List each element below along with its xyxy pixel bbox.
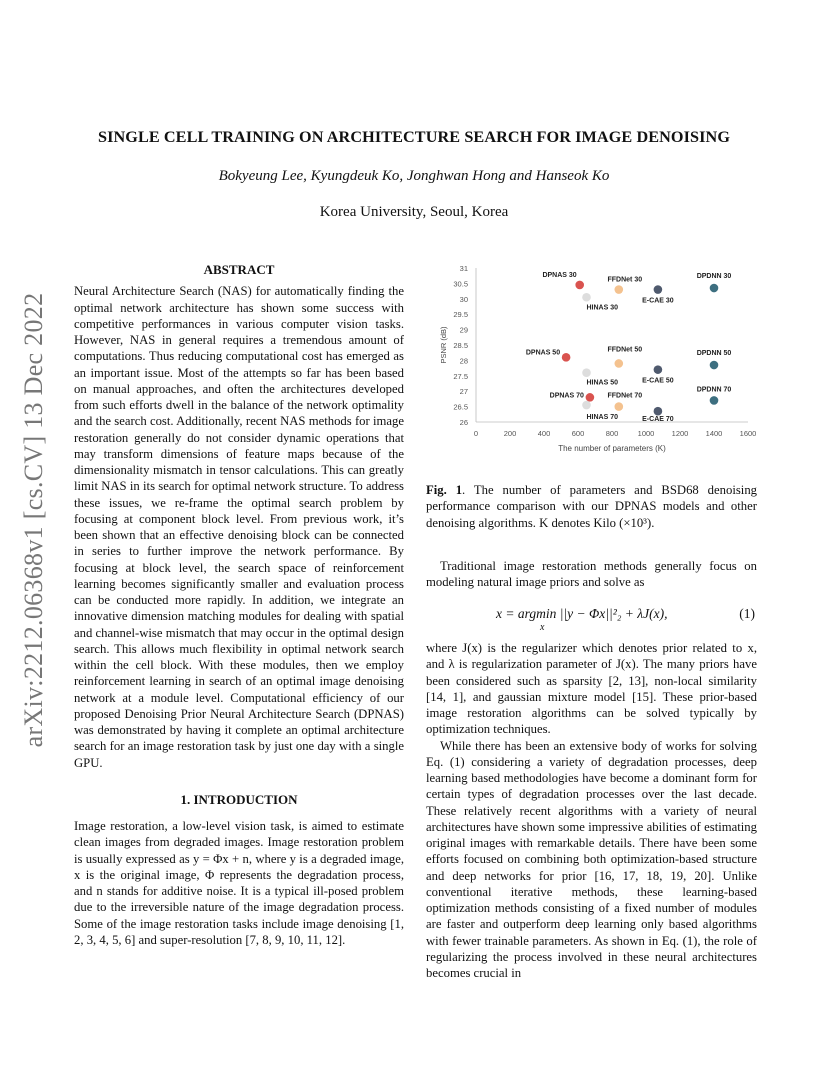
paragraph-3: While there has been an extensive body of works for solving Eq. (1) considering a variety of degradation processes, deep learning based methodologies have become a dominant form for certain types of degradation processes over the last decade. These relatively recent algorithms with a variety of neural architectures have shown some impressive abilities of estimating original images with remarkable details. There have been some efforts focused on combining both optimization-based structure and deep networks for prior [16, 17, 18, 19, 20]. Unlike conventional iterative methods, these learning-based optimization methods consisting of a fixed number of modules are faster and outperform deep learning only based algorithms with fewer trainable parameters. As shown in Eq. (1), the role of regularizing the process involved in these neural architectures becomes crucial in <box>426 738 757 980</box>
data-label: FFDNet 50 <box>607 346 643 354</box>
data-label: E-CAE 70 <box>642 416 674 424</box>
data-label: HINAS 70 <box>586 414 619 422</box>
data-point <box>654 365 663 374</box>
paper-authors: Bokyeung Lee, Kyungdeuk Ko, Jonghwan Hong and Hanseok Ko <box>218 168 610 184</box>
data-label: E-CAE 50 <box>642 377 674 385</box>
data-point <box>654 407 663 416</box>
x-axis-title: The number of parameters (K) <box>558 444 666 453</box>
data-point <box>615 402 624 411</box>
equation-subscript: x <box>540 622 545 633</box>
paper-title: SINGLE CELL TRAINING ON ARCHITECTURE SEARCH FOR IMAGE DENOISING <box>97 128 731 146</box>
right-column-top <box>426 558 757 591</box>
data-label: FFDNet 30 <box>607 276 643 284</box>
data-point <box>710 284 719 293</box>
paragraph-1: Traditional image restoration methods generally focus on modeling natural image priors and solve as <box>426 559 757 590</box>
equation-number: (1) <box>739 606 755 621</box>
equation-body: x = argmin ||y − Φx||²₂ + λJ(x), <box>496 606 668 621</box>
x-tick-label: 1600 <box>739 429 757 438</box>
data-point <box>710 361 719 370</box>
y-tick-label: 30 <box>459 294 468 304</box>
paper-affiliation: Korea University, Seoul, Korea <box>319 204 509 220</box>
data-point <box>586 393 595 402</box>
x-tick-label: 1000 <box>637 429 655 438</box>
data-label: FFDNet 70 <box>607 392 643 400</box>
equation-1 <box>426 604 757 638</box>
data-point <box>654 285 663 294</box>
data-point <box>562 353 571 362</box>
y-tick-label: 26 <box>459 418 468 427</box>
y-tick-label: 27 <box>459 387 468 397</box>
data-point <box>582 368 591 377</box>
y-tick-label: 28.5 <box>453 341 468 350</box>
data-point <box>582 293 591 302</box>
y-tick-label: 29.5 <box>453 310 468 320</box>
data-point <box>582 401 591 410</box>
data-point <box>710 396 719 405</box>
y-tick-label: 30.5 <box>453 279 468 289</box>
caption-text: . The number of parameters and BSD68 denoising performance comparison with our DPNAS models and other denoising algorithms. K denotes Kilo (×10³). <box>426 483 758 530</box>
y-tick-label: 29 <box>459 325 468 335</box>
x-tick-label: 1400 <box>705 429 723 438</box>
arxiv-side-stamp <box>14 280 54 760</box>
x-tick-label: 600 <box>571 429 585 438</box>
data-label: DPDNN 30 <box>696 273 732 281</box>
data-point <box>575 281 584 290</box>
data-label: DPDNN 50 <box>696 350 732 358</box>
y-axis-title: PSNR (dB) <box>439 326 448 364</box>
data-label: E-CAE 30 <box>642 297 674 305</box>
y-tick-label: 28 <box>459 356 468 366</box>
left-column <box>74 262 404 948</box>
x-tick-label: 200 <box>503 429 517 438</box>
data-label: DPNAS 70 <box>549 392 584 400</box>
x-tick-label: 800 <box>605 429 619 438</box>
x-tick-label: 1200 <box>671 429 689 438</box>
data-point <box>615 359 624 368</box>
figure-caption <box>426 482 757 531</box>
paragraph-2: where J(x) is the regularizer which denotes prior related to x, and λ is regularization parameter of J(x). The many priors have been considered such as sparsity [2, 13], non-local similarity [14, 1], and gaussian mixture model [15]. These prior-based image restoration algorithms can be solved typically by optimization techniques. <box>426 641 757 737</box>
data-label: DPDNN 70 <box>696 386 732 394</box>
right-column-bottom <box>426 640 757 981</box>
data-point <box>615 285 624 294</box>
y-tick-label: 31 <box>459 264 468 273</box>
abstract-text: Neural Architecture Search (NAS) for automatically finding the optimal network architecture has shown some success with competitive performances in various computer vision tasks. However, NAS in general requires a tremendous amount of computations. Thus reducing computational cost has emerged as an important issue. Most of the attempts so far has been based on manual approaches, and often the architectures developed from such efforts dwell in the balance of the network optimality and the search cost. Additionally, recent NAS methods for image restoration generally do not consider dynamic operations that may transform dimensions of feature maps because of the dimensionality mismatch in tensor calculations. This can greatly limit NAS in its search for optimal network structure. To address these issues, we re-frame the optimal search problem by focusing at component block level. From previous work, it’s been shown that an effective denoising block can be connected in series to further improve the network performance. By focusing at block level, the search space of reinforcement learning becomes significantly smaller and evaluation process can be conducted more rapidly. In addition, we integrate an innovative dimension matching modules for dealing with spatial and channel-wise mismatch that may occur in the optimal design search. This allows much flexibility in optimal network search within the cell block. With these modules, then we employ reinforcement learning in search of an optimal image denoising network at a module level. Computational efficiency of our proposed Denoising Prior Neural Architecture Search (DPNAS) was demonstrated by having it complete an optimal architecture search for an image restoration task by just one day with a single GPU. <box>74 284 404 770</box>
data-label: DPNAS 30 <box>542 271 577 279</box>
scatter-chart <box>426 262 764 462</box>
figure-1 <box>426 262 764 462</box>
abstract-heading: ABSTRACT <box>203 262 275 277</box>
data-label: HINAS 50 <box>586 379 619 387</box>
x-tick-label: 0 <box>473 429 479 438</box>
intro-text: Image restoration, a low-level vision task, is aimed to estimate clean images from degraded images. Image restoration problem is usually expressed as y = Φx + n, where y is a degraded image, x is the original image, Φ represents the degradation process, and n stands for additive noise. It is a typical ill-posed problem due to the irreversible nature of the image degradation process. Some of the image restoration tasks include image denoising [1, 2, 3, 4, 5, 6] and super-resolution [7, 8, 9, 10, 11, 12]. <box>74 819 404 947</box>
intro-heading: 1. INTRODUCTION <box>180 791 298 807</box>
arxiv-stamp-text: arXiv:2212.06368v1 [cs.CV] 13 Dec 2022 <box>19 292 48 748</box>
data-label: DPNAS 50 <box>525 349 561 357</box>
y-tick-label: 27.5 <box>453 371 468 381</box>
x-tick-label: 400 <box>537 429 551 438</box>
data-label: HINAS 30 <box>586 304 619 312</box>
y-tick-label: 26.5 <box>453 402 468 412</box>
caption-label: Fig. 1 <box>426 483 463 497</box>
